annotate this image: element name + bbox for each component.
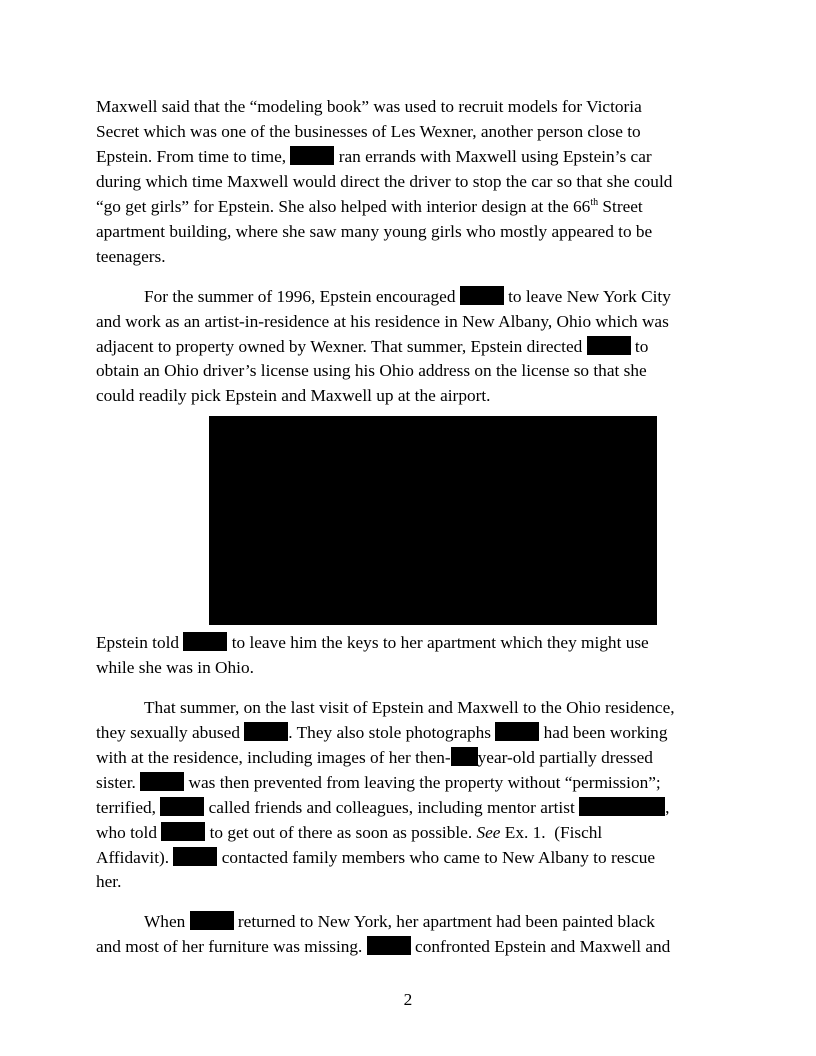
text-line: Epstein. From time to time, ran errands with Maxwell using Epstein’s car [96, 147, 652, 166]
text-line: and work as an artist-in-residence at his residence in New Albany, Ohio which was [96, 312, 669, 331]
redaction-box [460, 286, 504, 305]
redaction-box [451, 747, 478, 766]
text-line: who told to get out of there as soon as possible. See Ex. 1. (Fischl [96, 823, 603, 842]
redaction-box [367, 936, 411, 955]
text-line: and most of her furniture was missing. confronted Epstein and Maxwell and [96, 937, 671, 956]
text-line: adjacent to property owned by Wexner. That summer, Epstein directed to [96, 337, 649, 356]
redaction-box [183, 632, 227, 651]
text-line: Maxwell said that the “modeling book” was used to recruit models for Victoria [96, 97, 642, 116]
text-line: could readily pick Epstein and Maxwell up at the airport. [96, 386, 491, 405]
text-line: “go get girls” for Epstein. She also helped with interior design at the 66th Street [96, 197, 643, 216]
redaction-box [173, 847, 217, 866]
redacted-block [209, 416, 657, 625]
redaction-box [160, 797, 204, 816]
redaction-box [290, 146, 334, 165]
text-line: sister. was then prevented from leaving the property without “permission”; [96, 773, 661, 792]
text-line: Affidavit). contacted family members who came to New Albany to rescue [96, 848, 656, 867]
text-line: That summer, on the last visit of Epstein and Maxwell to the Ohio residence, [144, 698, 675, 717]
text-line: her. [96, 872, 122, 891]
text-line: they sexually abused . They also stole photographs had been working [96, 723, 668, 742]
page-number: 2 [403, 990, 413, 1009]
text-line: during which time Maxwell would direct the driver to stop the car so that she could [96, 172, 673, 191]
text-line: obtain an Ohio driver’s license using his Ohio address on the license so that she [96, 361, 647, 380]
redaction-box [587, 336, 631, 355]
text-line: terrified, called friends and colleagues, including mentor artist , [96, 798, 670, 817]
text-line: teenagers. [96, 247, 166, 266]
text-line: When returned to New York, her apartment had been painted black [144, 912, 655, 931]
text-line: apartment building, where she saw many young girls who mostly appeared to be [96, 222, 653, 241]
text-line: with at the residence, including images of her then- year-old partially dressed [96, 748, 653, 767]
redaction-box [495, 722, 539, 741]
redaction-box [579, 797, 665, 816]
redaction-box [244, 722, 288, 741]
text-line: For the summer of 1996, Epstein encouraged to leave New York City [144, 287, 671, 306]
text-line: Secret which was one of the businesses of Les Wexner, another person close to [96, 122, 641, 141]
redaction-box [140, 772, 184, 791]
text-line: while she was in Ohio. [96, 658, 254, 677]
redaction-box [161, 822, 205, 841]
text-line: Epstein told to leave him the keys to her apartment which they might use [96, 633, 649, 652]
redaction-box [190, 911, 234, 930]
